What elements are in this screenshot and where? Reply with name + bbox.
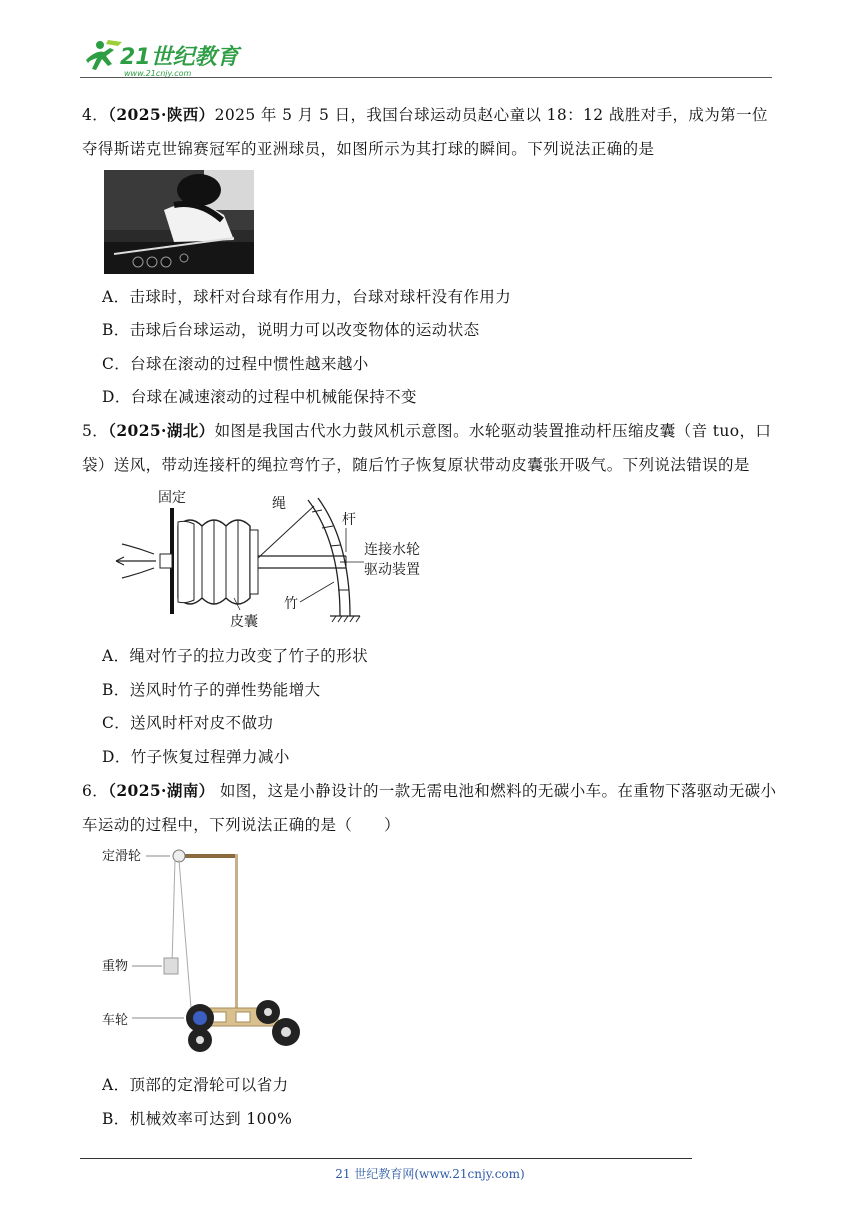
question-6-stem: 6．（2025·湖南） 如图，这是小静设计的一款无需电池和燃料的无碳小车。在重物下落驱动无碳小车运动的过程中，下列说法正确的是（ ） [82, 781, 777, 834]
footer-text: 21 世纪教育网(www.21cnjy.com) [335, 1167, 525, 1181]
bellows-diagram [108, 486, 433, 631]
logo-url: www.21cnjy.com [124, 69, 192, 78]
carbon-free-car-photo [100, 840, 305, 1060]
label-bamboo: 竹 [284, 596, 298, 612]
label-weight: 重物 [102, 959, 129, 974]
q6-option-a: A．顶部的定滑轮可以省力 [102, 1076, 289, 1094]
site-logo [78, 36, 268, 78]
q4-option-d: D．台球在减速滚动的过程中机械能保持不变 [102, 388, 417, 406]
snooker-photo [104, 170, 254, 274]
label-fixed: 固定 [158, 490, 186, 506]
label-pulley: 定滑轮 [102, 849, 142, 864]
label-bag: 皮囊 [230, 614, 258, 630]
q5-option-a: A．绳对竹子的拉力改变了竹子的形状 [102, 647, 368, 665]
q5-option-b: B．送风时竹子的弹性势能增大 [102, 681, 321, 699]
q6-option-b: B．机械效率可达到 100% [102, 1110, 293, 1128]
q4-option-b: B．击球后台球运动，说明力可以改变物体的运动状态 [102, 321, 480, 339]
label-wheel: 车轮 [102, 1013, 129, 1028]
q5-option-c: C．送风时杆对皮不做功 [102, 714, 274, 732]
label-rope: 绳 [272, 496, 286, 512]
q4-option-c: C．台球在滚动的过程中惯性越来越小 [102, 355, 369, 373]
question-4-stem: 4．（2025·陕西）2025 年 5 月 5 日，我国台球运动员赵心童以 18：12 战胜对手，成为第一位夺得斯诺克世锦赛冠军的亚洲球员，如图所示为其打球的瞬间。下列说法正确的是 [82, 105, 768, 158]
label-rod: 杆 [342, 512, 356, 528]
header-rule [80, 77, 772, 78]
q4-option-a: A．击球时，球杆对台球有作用力，台球对球杆没有作用力 [102, 288, 512, 306]
question-5-stem: 5．（2025·湖北）如图是我国古代水力鼓风机示意图。水轮驱动装置推动杆压缩皮囊（音 tuo，口袋）送风，带动连接杆的绳拉弯竹子，随后竹子恢复原状带动皮囊张开吸气。下列说法错误的是 [82, 421, 772, 474]
label-connect-1: 连接水轮 [364, 542, 420, 558]
logo-text: 21世纪教育 [120, 45, 239, 70]
label-connect-2: 驱动装置 [364, 562, 420, 578]
footer-rule [80, 1158, 692, 1159]
q5-option-d: D．竹子恢复过程弹力减小 [102, 748, 290, 766]
